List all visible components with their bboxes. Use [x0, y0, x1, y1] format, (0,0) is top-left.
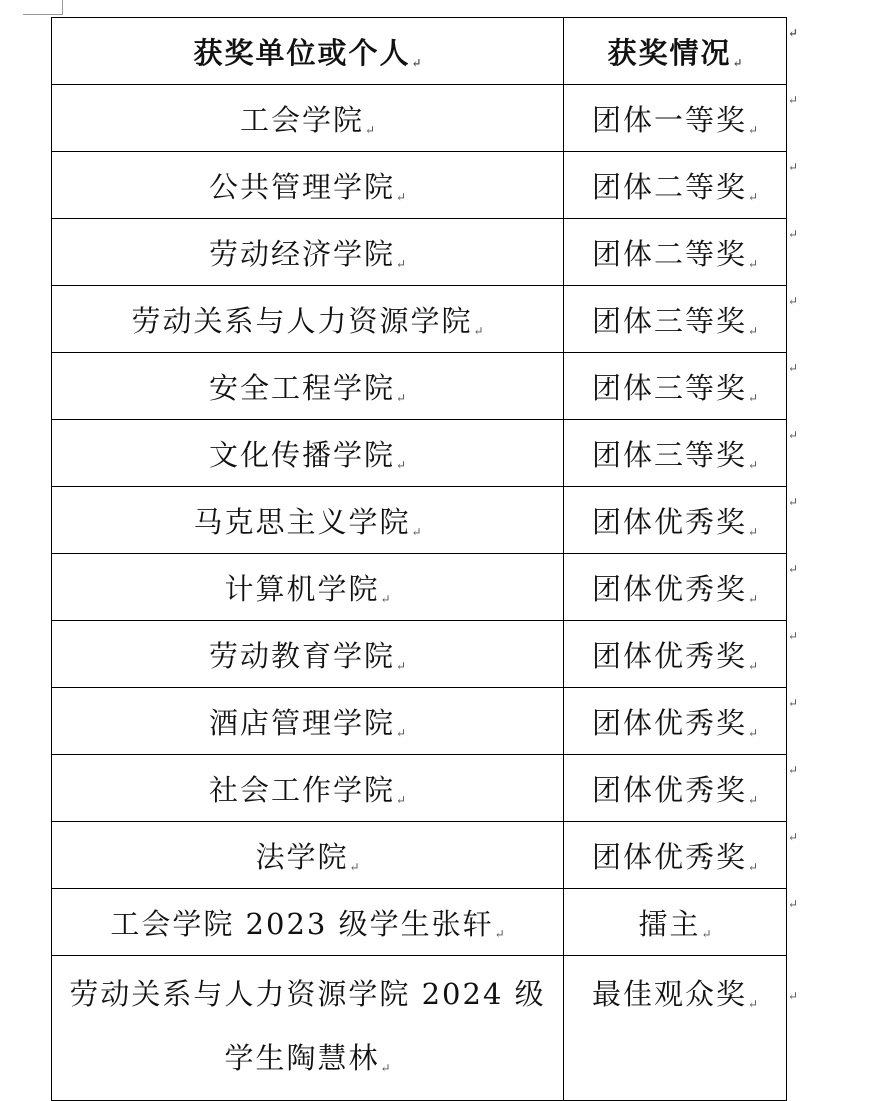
table-row [52, 621, 787, 688]
winner-name: 文化传播学院 [208, 437, 395, 472]
award-level: 擂主 [638, 906, 701, 941]
paragraph-mark-icon: ↵ [747, 457, 759, 472]
table-row [52, 487, 787, 554]
paragraph-mark-icon: ↵ [494, 926, 505, 941]
award-level: 团体三等奖 [591, 437, 747, 472]
paragraph-mark-icon: ↵ [747, 323, 759, 338]
award-level: 团体二等奖 [591, 236, 747, 271]
header-label: 获奖情况 [607, 35, 732, 70]
paragraph-mark-icon: ↵ [747, 122, 759, 137]
header-label: 获奖单位或个人 [193, 35, 411, 70]
paragraph-mark-icon: ↵ [747, 256, 759, 271]
award-level: 团体一等奖 [591, 102, 747, 137]
paragraph-mark-icon: ↵ [747, 189, 759, 204]
award-cell [564, 755, 798, 822]
award-level: 团体优秀奖 [591, 705, 747, 740]
award-cell [564, 822, 798, 889]
name-cell [52, 822, 564, 889]
table-row [52, 688, 787, 755]
winner-name: 劳动关系与人力资源学院 [131, 303, 473, 338]
paragraph-mark-icon: ↵ [411, 524, 422, 539]
paragraph-mark-icon: ↵ [364, 122, 376, 137]
name-cell [52, 353, 564, 420]
paragraph-mark-icon: ↵ [395, 457, 407, 472]
paragraph-mark-icon: ↵ [395, 792, 407, 807]
paragraph-mark-icon: ↵ [473, 323, 484, 338]
award-cell [564, 219, 798, 286]
paragraph-mark-icon: ↵ [747, 591, 759, 606]
name-cell [52, 85, 564, 152]
award-cell [564, 487, 798, 554]
winner-name: 计算机学院 [224, 571, 380, 606]
table-row [52, 286, 787, 353]
award-cell [564, 889, 798, 956]
paragraph-mark-icon: ↵ [395, 390, 407, 405]
award-cell [564, 286, 798, 353]
paragraph-mark-icon: ↵ [380, 591, 391, 606]
paragraph-mark-icon: ↵ [747, 524, 759, 539]
paragraph-mark-icon: ↵ [395, 725, 407, 740]
name-cell [52, 889, 564, 956]
table-row [52, 956, 787, 1101]
table-row [52, 85, 787, 152]
cell-end-mark-icon: ↵ [787, 93, 798, 107]
award-cell [564, 353, 798, 420]
paragraph-mark-icon: ↵ [747, 792, 759, 807]
cell-end-mark-icon: ↵ [787, 495, 798, 509]
cell-end-mark-icon: ↵ [787, 629, 798, 643]
cell-end-mark-icon: ↵ [787, 763, 798, 777]
winner-name: 社会工作学院 [208, 772, 395, 807]
award-level: 团体优秀奖 [591, 772, 747, 807]
header-cell-name [52, 18, 564, 85]
winner-name: 法学院 [255, 839, 349, 874]
award-cell [564, 85, 798, 152]
winner-name: 马克思主义学院 [193, 504, 411, 539]
paragraph-mark-icon: ↵ [701, 926, 712, 941]
cell-end-mark-icon: ↵ [787, 428, 798, 442]
name-cell [52, 755, 564, 822]
page-margin-corner-mark [62, 0, 63, 14]
award-cell [564, 420, 798, 487]
winner-name [63, 962, 553, 1100]
paragraph-mark-icon: ↵ [747, 658, 759, 673]
header-cell-award [564, 18, 798, 85]
award-level: 团体优秀奖 [591, 571, 747, 606]
award-cell [564, 152, 798, 219]
award-level: 团体三等奖 [591, 303, 747, 338]
paragraph-mark-icon: ↵ [732, 55, 743, 70]
cell-end-mark-icon: ↵ [787, 989, 798, 1003]
paragraph-mark-icon: ↵ [395, 256, 407, 271]
table-row [52, 152, 787, 219]
award-table [51, 17, 798, 1101]
winner-name: 公共管理学院 [208, 169, 395, 204]
paragraph-mark-icon: ↵ [747, 725, 759, 740]
paragraph-mark-icon: ↵ [349, 859, 360, 874]
award-cell [564, 956, 798, 1101]
winner-name: 劳动教育学院 [208, 638, 395, 673]
table-row [52, 822, 787, 889]
paragraph-mark-icon: ↵ [380, 1061, 391, 1075]
name-cell [52, 554, 564, 621]
winner-name: 酒店管理学院 [208, 705, 395, 740]
cell-end-mark-icon: ↵ [787, 227, 798, 241]
award-cell [564, 621, 798, 688]
name-cell [52, 152, 564, 219]
cell-end-mark-icon: ↵ [787, 26, 798, 40]
name-cell [52, 688, 564, 755]
table-row [52, 219, 787, 286]
cell-end-mark-icon: ↵ [787, 830, 798, 844]
table-header-row [52, 18, 787, 85]
name-cell [52, 487, 564, 554]
name-cell [52, 219, 564, 286]
paragraph-mark-icon: ↵ [747, 997, 759, 1011]
table-row [52, 755, 787, 822]
cell-end-mark-icon: ↵ [787, 361, 798, 375]
award-level: 团体优秀奖 [591, 504, 747, 539]
winner-name: 工会学院 2023 级学生张轩 [110, 906, 494, 941]
name-cell [52, 956, 564, 1101]
award-level: 团体二等奖 [591, 169, 747, 204]
winner-name: 工会学院 [239, 102, 364, 137]
table-row [52, 420, 787, 487]
table-row [52, 554, 787, 621]
award-cell [564, 688, 798, 755]
cell-end-mark-icon: ↵ [787, 294, 798, 308]
name-cell [52, 286, 564, 353]
winner-name: 安全工程学院 [208, 370, 395, 405]
paragraph-mark-icon: ↵ [747, 390, 759, 405]
paragraph-mark-icon: ↵ [395, 658, 407, 673]
award-level: 最佳观众奖 [591, 977, 747, 1011]
cell-end-mark-icon: ↵ [787, 897, 798, 911]
name-cell [52, 621, 564, 688]
cell-end-mark-icon: ↵ [787, 696, 798, 710]
table-row [52, 353, 787, 420]
name-cell [52, 420, 564, 487]
award-level: 团体优秀奖 [591, 638, 747, 673]
table-row [52, 889, 787, 956]
award-cell [564, 554, 798, 621]
paragraph-mark-icon: ↵ [395, 189, 407, 204]
winner-name-text: 劳动关系与人力资源学院 2024 级学生陶慧林 [69, 977, 546, 1075]
award-level: 团体三等奖 [591, 370, 747, 405]
cell-end-mark-icon: ↵ [787, 562, 798, 576]
paragraph-mark-icon: ↵ [411, 55, 422, 70]
award-level: 团体优秀奖 [591, 839, 747, 874]
cell-end-mark-icon: ↵ [787, 160, 798, 174]
winner-name: 劳动经济学院 [208, 236, 395, 271]
paragraph-mark-icon: ↵ [747, 859, 759, 874]
